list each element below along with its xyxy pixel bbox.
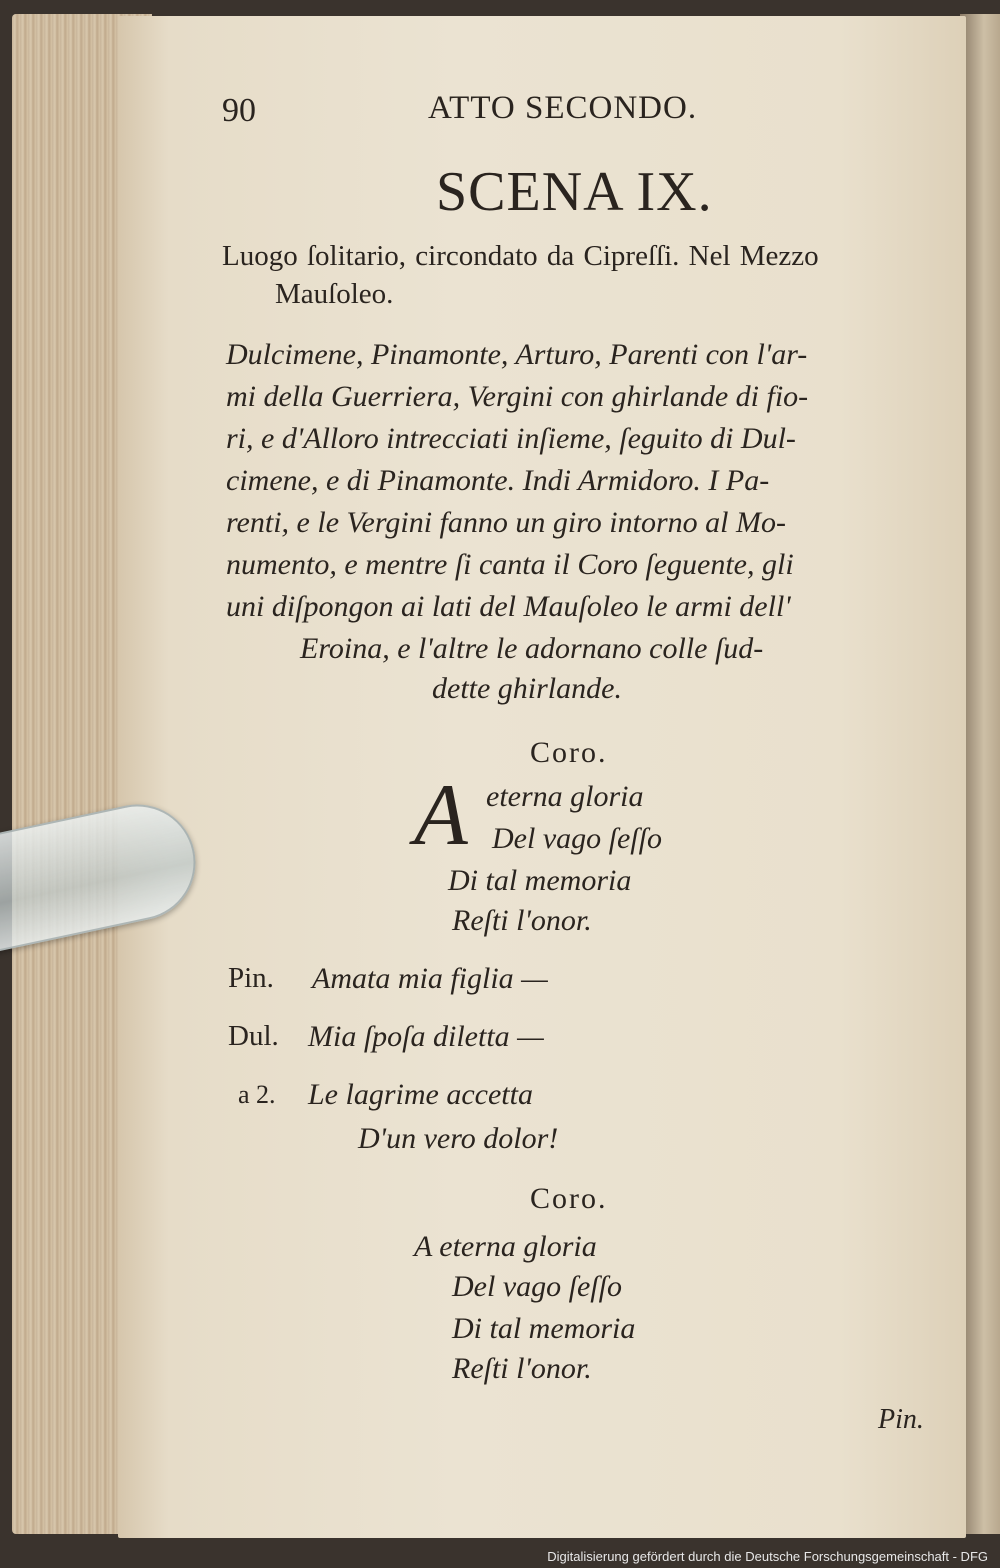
setting-line: Luogo ſolitario, circondato da Cipreſſi. Nel Mezzo xyxy=(222,240,819,272)
stage-direction-line: numento, e mentre ſi canta il Coro ſeguente, gli xyxy=(226,548,794,581)
stage-direction-line: dette ghirlande. xyxy=(432,672,622,705)
verse-line: eterna gloria xyxy=(486,780,644,813)
dialogue-line: Mia ſpoſa diletta — xyxy=(308,1020,544,1053)
stage-direction-line: mi della Guerriera, Vergini con ghirlande di fio- xyxy=(226,380,809,413)
stage-direction-line: uni diſpongon ai lati del Mauſoleo le armi dell' xyxy=(226,590,791,623)
speaker-label: Pin. xyxy=(228,962,274,994)
stage-direction-line: Dulcimene, Pinamonte, Arturo, Parenti con l'ar- xyxy=(226,338,808,371)
verse-line: Di tal memoria xyxy=(452,1312,636,1345)
stage-direction-line: cimene, e di Pinamonte. Indi Armidoro. I Pa- xyxy=(226,464,770,497)
scene-title: SCENA IX. xyxy=(436,161,713,223)
catchword: Pin. xyxy=(878,1404,924,1435)
chorus-label: Coro. xyxy=(530,736,608,769)
verse-line: Di tal memoria xyxy=(448,864,632,897)
verse-line: A eterna gloria xyxy=(414,1230,597,1263)
setting-line: Mauſoleo. xyxy=(275,278,394,310)
dialogue-line: Amata mia figlia — xyxy=(312,962,548,995)
stage-direction-line: ri, e d'Alloro intrecciati inſieme, ſeguito di Dul- xyxy=(226,422,796,455)
drop-cap: A xyxy=(414,767,468,864)
verse-line: Reſti l'onor. xyxy=(452,1352,592,1385)
dialogue-line: Le lagrime accetta xyxy=(308,1078,533,1111)
verse-line: Reſti l'onor. xyxy=(452,904,592,937)
verse-line: Del vago ſeſſo xyxy=(492,822,662,855)
chorus-label: Coro. xyxy=(530,1182,608,1215)
facing-page-edge xyxy=(960,14,1000,1534)
stage-direction-line: Eroina, e l'altre le adornano colle ſud- xyxy=(300,632,764,665)
dialogue-line: D'un vero dolor! xyxy=(358,1122,559,1155)
footer-credit: Digitalisierung gefördert durch die Deutsche Forschungsgemeinschaft - DFG xyxy=(547,1549,988,1564)
running-title: ATTO SECONDO. xyxy=(428,90,698,126)
speaker-label: Dul. xyxy=(228,1020,279,1052)
verse-line: Del vago ſeſſo xyxy=(452,1270,622,1303)
page-number: 90 xyxy=(222,92,256,129)
speaker-label: a 2. xyxy=(238,1080,276,1109)
stage-direction-line: renti, e le Vergini fanno un giro intorno al Mo- xyxy=(226,506,786,539)
